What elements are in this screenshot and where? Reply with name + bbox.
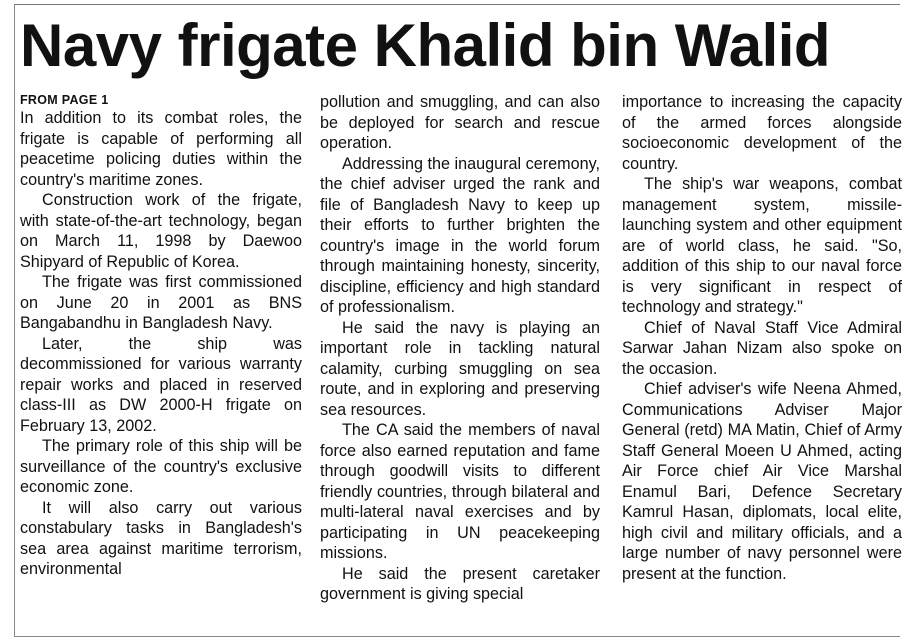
- paragraph: The frigate was first commissioned on June 20 in 2001 as BNS Bangabandhu in Bangladesh Navy.: [20, 273, 302, 332]
- top-border-rule: [14, 4, 900, 5]
- paragraph: The ship's war weapons, combat management system, missile-launching system and other equipment are of world class, he said. "So, addition of this ship to our naval force is very significant in respect of technology and strategy.": [622, 175, 902, 316]
- article-column-3: [622, 92, 902, 584]
- paragraph: Later, the ship was decommissioned for various warranty repair works and placed in reserved class-III as DW 2000-H frigate on February 13, 2002.: [20, 334, 302, 435]
- article-column-1: [20, 92, 302, 580]
- paragraph: The primary role of this ship will be surveillance of the country's exclusive economic zone.: [20, 437, 302, 496]
- article-column-2: [320, 92, 600, 605]
- paragraph: He said the present caretaker government is giving special: [320, 564, 600, 603]
- bottom-border-rule: [14, 636, 900, 637]
- paragraph: pollution and smuggling, and can also be deployed for search and rescue operation.: [320, 93, 600, 152]
- paragraph: It will also carry out various constabulary tasks in Bangladesh's sea area against maritime terrorism, environmental: [20, 498, 302, 578]
- paragraph: He said the navy is playing an important role in tackling natural calamity, curbing smuggling on sea route, and in exploring and preserving sea resources.: [320, 318, 600, 419]
- paragraph: Chief adviser's wife Neena Ahmed, Communications Adviser Major General (retd) MA Matin, Chief of Army Staff General Moeen U Ahmed, acting Air Force chief Air Vice Marshal Enamul Bari, Defence Secretary Kamrul Hasan, diplomats, local elite, high civil and military officials, and a large number of navy personnel were present at the function.: [622, 380, 902, 583]
- paragraph: importance to increasing the capacity of the armed forces alongside socioeconomic development of the country.: [622, 93, 902, 173]
- paragraph: Construction work of the frigate, with state-of-the-art technology, began on March 11, 1998 by Daewoo Shipyard of Republic of Korea.: [20, 191, 302, 271]
- left-border-rule: [14, 4, 15, 637]
- headline: Navy frigate Khalid bin Walid: [20, 12, 831, 79]
- paragraph: The CA said the members of naval force also earned reputation and fame through goodwill visits to different friendly countries, through bilateral and multi-lateral naval exercises and by participating in UN peacekeeping missions.: [320, 421, 600, 562]
- paragraph: Addressing the inaugural ceremony, the chief adviser urged the rank and file of Bangladesh Navy to keep up their efforts to further brighten the country's image in the world forum through maintaining honesty, sincerity, discipline, efficiency and high standard of professionalism.: [320, 154, 600, 316]
- paragraph: In addition to its combat roles, the frigate is capable of performing all peacetime policing duties within the country's maritime zones.: [20, 109, 302, 189]
- paragraph: Chief of Naval Staff Vice Admiral Sarwar Jahan Nizam also spoke on the occasion.: [622, 318, 902, 378]
- continuation-kicker: FROM PAGE 1: [20, 93, 109, 107]
